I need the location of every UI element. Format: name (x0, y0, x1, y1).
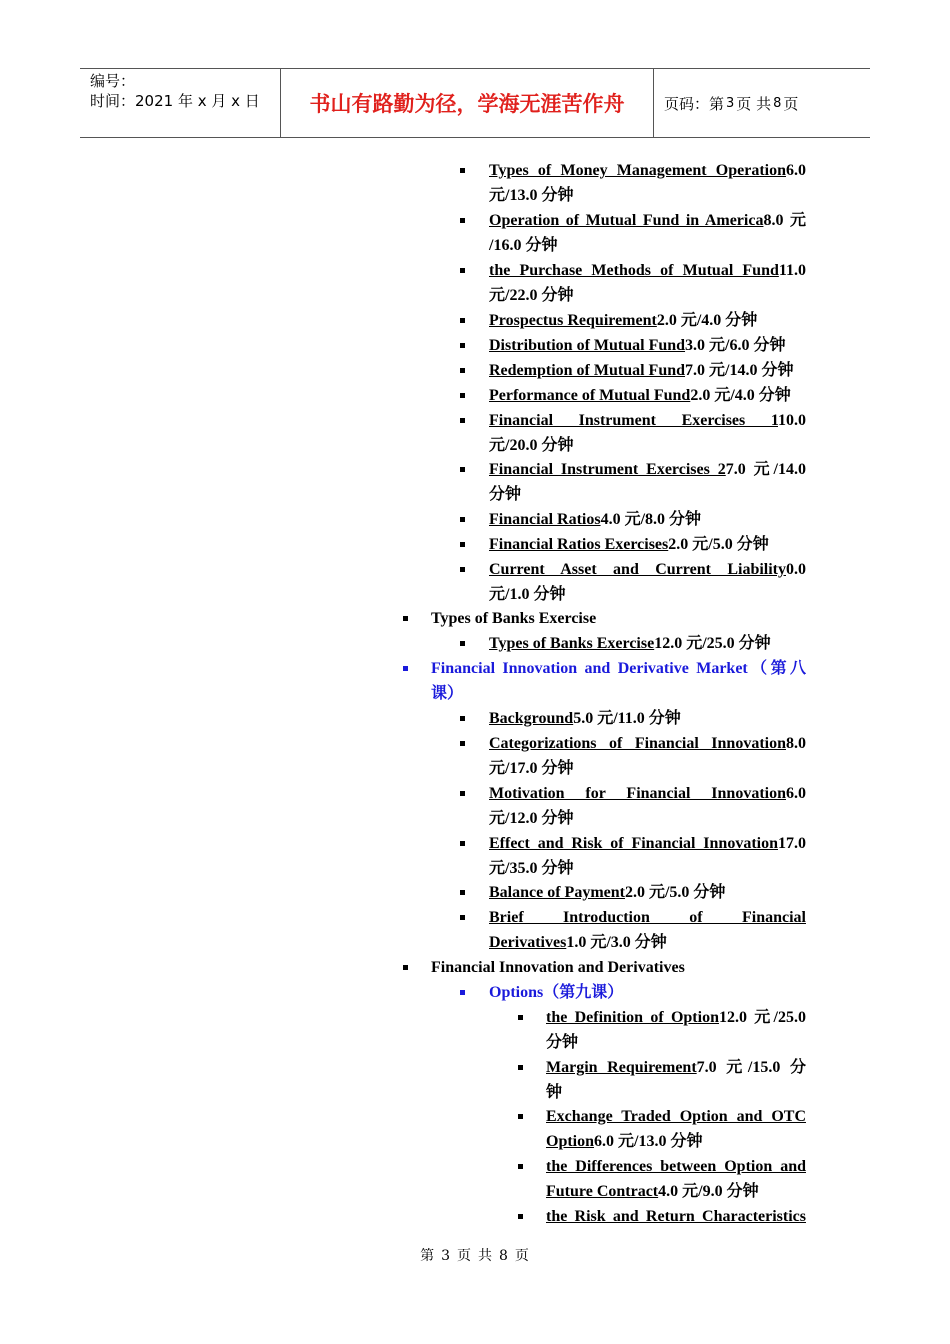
list-item-cont: Derivatives1.0 元/3.0 分钟 (489, 934, 667, 951)
bullet-icon (518, 1164, 523, 1169)
list-item: Financial Ratios Exercises2.0 元/5.0 分钟 (489, 536, 769, 553)
bullet-icon (460, 890, 465, 895)
list-item-cont: Option6.0 元/13.0 分钟 (546, 1133, 703, 1150)
bullet-icon (460, 467, 465, 472)
serial-number-label: 编号： (90, 72, 136, 90)
section-heading-cont[interactable]: 课） (431, 685, 464, 702)
item-link[interactable]: Categorizations of Financial Innovation (489, 735, 786, 752)
list-item-cont: Future Contract4.0 元/9.0 分钟 (546, 1183, 759, 1200)
item-link[interactable]: Balance of Payment (489, 884, 625, 901)
item-link[interactable]: Financial Ratios Exercises (489, 536, 669, 553)
bullet-icon (403, 616, 408, 621)
item-link[interactable]: the Risk and Return Characteristics (546, 1208, 806, 1225)
list-item: Motivation for Financial Innovation6.0 (489, 785, 806, 802)
header-info (80, 69, 281, 137)
bullet-icon (460, 641, 465, 646)
bullet-icon (518, 1114, 523, 1119)
list-item: Redemption of Mutual Fund7.0 元/14.0 分钟 (489, 362, 794, 379)
item-link[interactable]: Prospectus Requirement (489, 312, 657, 329)
item-link[interactable]: Types of Money Management Operation (489, 162, 786, 179)
bullet-icon (460, 990, 465, 995)
list-item: Performance of Mutual Fund2.0 元/4.0 分钟 (489, 387, 791, 404)
list-item-cont: 元/17.0 分钟 (489, 760, 574, 777)
list-item-cont: /16.0 分钟 (489, 237, 558, 254)
item-link[interactable]: Performance of Mutual Fund (489, 387, 691, 404)
bullet-icon (460, 841, 465, 846)
item-link[interactable]: Option (546, 1133, 595, 1150)
item-link[interactable]: Financial Instrument Exercises 1 (489, 412, 778, 429)
bullet-icon (518, 1015, 523, 1020)
item-link[interactable]: Brief Introduction of Financial (489, 909, 806, 926)
list-item: Types of Banks Exercise12.0 元/25.0 分钟 (489, 635, 771, 652)
bullet-icon (403, 965, 408, 970)
item-link[interactable]: the Differences between Option and (546, 1158, 806, 1175)
item-link[interactable]: Operation of Mutual Fund in America (489, 212, 764, 229)
bullet-icon (460, 343, 465, 348)
list-item: Distribution of Mutual Fund3.0 元/6.0 分钟 (489, 337, 786, 354)
header-page-number: 页码：第 3 页 共 8 页 (664, 94, 799, 113)
list-item: Categorizations of Financial Innovation8.0 (489, 735, 806, 752)
section-heading-link[interactable]: Financial Innovation and Derivative Market（第八 (431, 660, 806, 677)
item-link[interactable]: Future Contract (546, 1183, 659, 1200)
item-link[interactable]: Derivatives (489, 934, 567, 951)
list-item: Effect and Risk of Financial Innovation17.0 (489, 835, 806, 852)
bullet-icon (460, 393, 465, 398)
section-heading-link[interactable]: Options（第九课） (489, 984, 624, 1001)
list-item-cont: 元/35.0 分钟 (489, 860, 574, 877)
section-heading: Types of Banks Exercise (431, 610, 597, 627)
bullet-icon (460, 268, 465, 273)
item-link[interactable]: Background (489, 710, 574, 727)
list-item-cont: 元/20.0 分钟 (489, 437, 574, 454)
list-item-cont: 分钟 (546, 1034, 579, 1051)
item-link[interactable]: the Purchase Methods of Mutual Fund (489, 262, 779, 279)
list-item: the Definition of Option12.0 元/25.0 (546, 1009, 806, 1026)
list-item-cont: 钟 (546, 1084, 563, 1101)
section-heading: Financial Innovation and Derivatives (431, 959, 685, 976)
bullet-icon (460, 716, 465, 721)
list-item-cont: 分钟 (489, 486, 522, 503)
item-link[interactable]: Effect and Risk of Financial Innovation (489, 835, 778, 852)
bullet-icon (460, 418, 465, 423)
item-link[interactable]: Margin Requirement (546, 1059, 697, 1076)
list-item: the Purchase Methods of Mutual Fund11.0 (489, 262, 806, 279)
header-motto: 书山有路勤为径，学海无涯苦作舟 (281, 69, 654, 137)
bullet-icon (460, 915, 465, 920)
list-item: Current Asset and Current Liability0.0 (489, 561, 806, 578)
bullet-icon (460, 318, 465, 323)
bullet-icon (460, 218, 465, 223)
item-link[interactable]: Current Asset and Current Liability (489, 561, 786, 578)
bullet-icon (460, 542, 465, 547)
bullet-icon (460, 567, 465, 572)
list-item: Operation of Mutual Fund in America8.0 元 (489, 212, 806, 229)
bullet-icon (460, 368, 465, 373)
bullet-icon (460, 791, 465, 796)
list-item: Financial Instrument Exercises 110.0 (489, 412, 806, 429)
list-item-cont: 元/13.0 分钟 (489, 187, 574, 204)
list-item: Financial Ratios4.0 元/8.0 分钟 (489, 511, 702, 528)
list-item: Balance of Payment2.0 元/5.0 分钟 (489, 884, 726, 901)
list-item-cont: 元/22.0 分钟 (489, 287, 574, 304)
item-link[interactable]: Financial Ratios (489, 511, 601, 528)
bullet-icon (518, 1214, 523, 1219)
list-item: Background5.0 元/11.0 分钟 (489, 710, 681, 727)
list-item: Types of Money Management Operation6.0 (489, 162, 806, 179)
list-item: Financial Instrument Exercises 27.0 元/14.0 (489, 461, 807, 478)
date-label: 时间：2021 年 x 月 x 日 (90, 92, 260, 110)
item-link[interactable]: Exchange Traded Option and OTC (546, 1108, 806, 1125)
item-link[interactable]: Redemption of Mutual Fund (489, 362, 686, 379)
item-link[interactable]: Types of Banks Exercise (489, 635, 655, 652)
bullet-icon (460, 517, 465, 522)
bullet-icon (460, 168, 465, 173)
bullet-icon (518, 1065, 523, 1070)
page-footer: 第 3 页 共 8 页 (420, 1248, 530, 1264)
item-link[interactable]: Distribution of Mutual Fund (489, 337, 686, 354)
page-header (80, 68, 870, 138)
item-link[interactable]: the Definition of Option (546, 1009, 719, 1026)
bullet-icon (403, 666, 408, 671)
bullet-icon (460, 741, 465, 746)
list-item: Margin Requirement7.0 元/15.0 分 (546, 1059, 807, 1076)
item-link[interactable]: Motivation for Financial Innovation (489, 785, 786, 802)
list-item-cont: 元/12.0 分钟 (489, 810, 574, 827)
list-item-cont: 元/1.0 分钟 (489, 586, 566, 603)
list-item: Prospectus Requirement2.0 元/4.0 分钟 (489, 312, 758, 329)
item-link[interactable]: Financial Instrument Exercises 2 (489, 461, 726, 478)
